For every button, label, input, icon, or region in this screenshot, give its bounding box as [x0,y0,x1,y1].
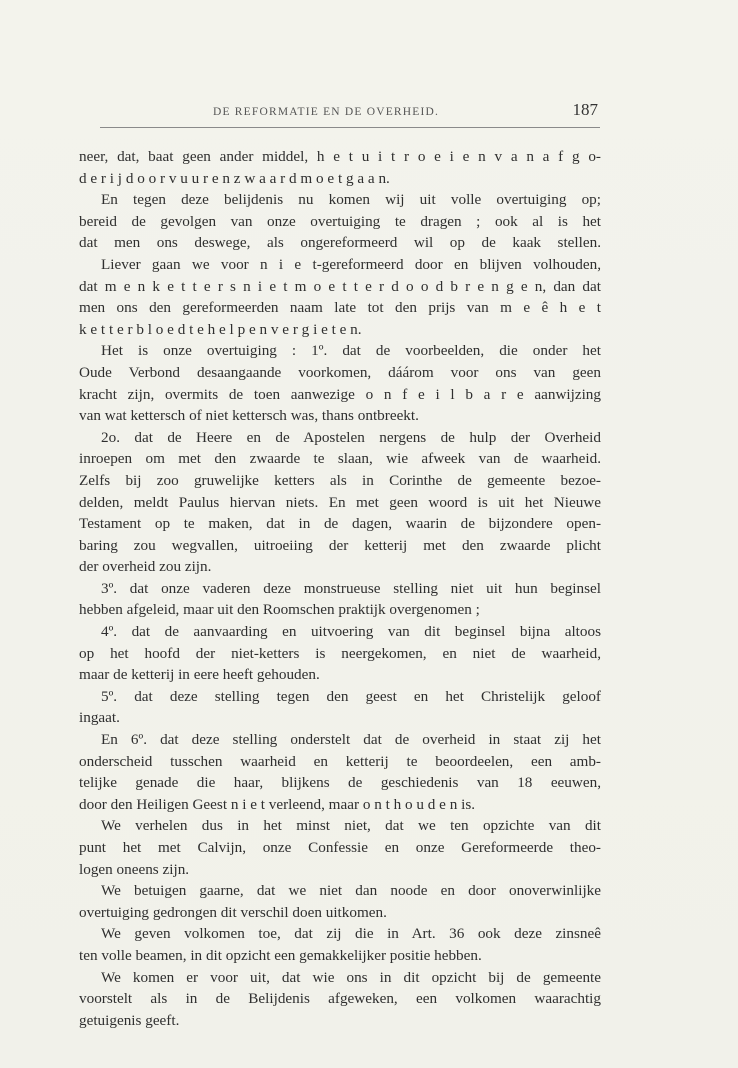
page-header [78,100,600,124]
text-line: overtuiging gedrongen dit verschil doen uitkomen. [79,903,387,921]
text-line: ingaat. [79,709,120,727]
text-line: maar de ketterij in eere heeft gehouden. [79,666,320,684]
text-line: ten volle beamen, in dit opzicht een gemakkelijker positie hebben. [79,946,482,964]
text-line: We betuigen gaarne, dat we niet dan noode en door onoverwinlijke [101,882,601,900]
text-line: Zelfs bij zoo gruwelijke ketters als in Corinthe de gemeente bezoe- [79,471,601,489]
text-line: der overheid zou zijn. [79,558,212,576]
text-line: onderscheid tusschen waarheid en ketterij te beoordeelen, een amb- [79,752,601,770]
text-line: op het hoofd der niet-ketters is neergekomen, en niet de waarheid, [79,644,601,662]
text-line: 5º. dat deze stelling tegen den geest en het Christelijk geloof [101,687,601,705]
running-title: DE REFORMATIE EN DE OVERHEID. [213,106,440,118]
text-line: d e r i j d o o r v u u r e n z w a a r d m o e t g a a n. [79,169,390,187]
text-line: Testament op te maken, dat in de dagen, waarin de bijzondere open- [79,515,601,533]
text-line: k e t t e r b l o e d t e h e l p e n v e r g i e t e n. [79,320,362,338]
text-line: Het is onze overtuiging : 1º. dat de voorbeelden, die onder het [101,342,601,360]
text-line: 3º. dat onze vaderen deze monstrueuse stelling niet uit hun beginsel [101,579,601,597]
body-text [79,146,601,1031]
text-line: punt het met Calvijn, onze Confessie en onze Gereformeerde theo- [79,839,601,856]
text-line: En 6º. dat deze stelling onderstelt dat de overheid in staat zij het [101,731,601,749]
text-line: logen oneens zijn. [79,860,190,878]
page-number: 187 [572,100,598,119]
text-line: telijke genade die haar, blijkens de geschiedenis van 18 eeuwen, [79,774,601,792]
text-line: van wat kettersch of niet kettersch was, thans ontbreekt. [79,407,419,425]
header-rule [100,127,600,128]
text-line: En tegen deze belijdenis nu komen wij uit volle overtuiging op; [101,191,601,209]
text-line: neer, dat, baat geen ander middel, h e t u i t r o e i e n v a n a f g o- [79,148,601,165]
text-line: We verhelen dus in het minst niet, dat we ten opzichte van dit [101,817,601,835]
text-line: kracht zijn, overmits de toen aanwezige o n f e i l b a r e aanwijzing [79,385,601,403]
text-line: We geven volkomen toe, dat zij die in Art. 36 ook deze zinsneê [101,925,601,943]
text-line: Liever gaan we voor n i e t-gereformeerd door en blijven volhouden, [101,255,601,273]
text-line: We komen er voor uit, dat wie ons in dit opzicht bij de gemeente [101,968,601,986]
text-line: inroepen om met den zwaarde te slaan, wie afweek van de waarheid. [79,450,601,468]
text-line: dat men ons deswege, als ongereformeerd wil op de kaak stellen. [79,234,601,252]
text-line: delden, meldt Paulus hiervan niets. En met geen woord is uit het Nieuwe [79,493,601,511]
text-line: 2o. dat de Heere en de Apostelen nergens de hulp der Overheid [101,428,601,446]
text-line: getuigenis geeft. [79,1011,180,1029]
text-line: men ons den gereformeerden naam late tot den prijs van m e ê h e t [79,299,601,317]
text-line: door den Heiligen Geest n i e t verleend, maar o n t h o u d e n is. [79,795,476,813]
text-line: 4º. dat de aanvaarding en uitvoering van dit beginsel bijna altoos [101,623,601,641]
text-line: bereid de gevolgen van onze overtuiging te dragen ; ook al is het [79,212,601,230]
text-line: hebben afgeleid, maar uit den Roomschen praktijk overgenomen ; [79,601,480,619]
text-line: voorstelt als in de Belijdenis afgeweken, een volkomen waarachtig [79,990,601,1008]
text-line: Oude Verbond desaangaande voorkomen, dáárom voor ons van geen [79,363,601,381]
text-line: dat m e n k e t t e r s n i e t m o e t t e r d o o d b r e n g e n, dan dat [79,277,601,295]
text-line: baring zou wegvallen, uitroeiing der ketterij met den zwaarde plicht [79,536,601,554]
